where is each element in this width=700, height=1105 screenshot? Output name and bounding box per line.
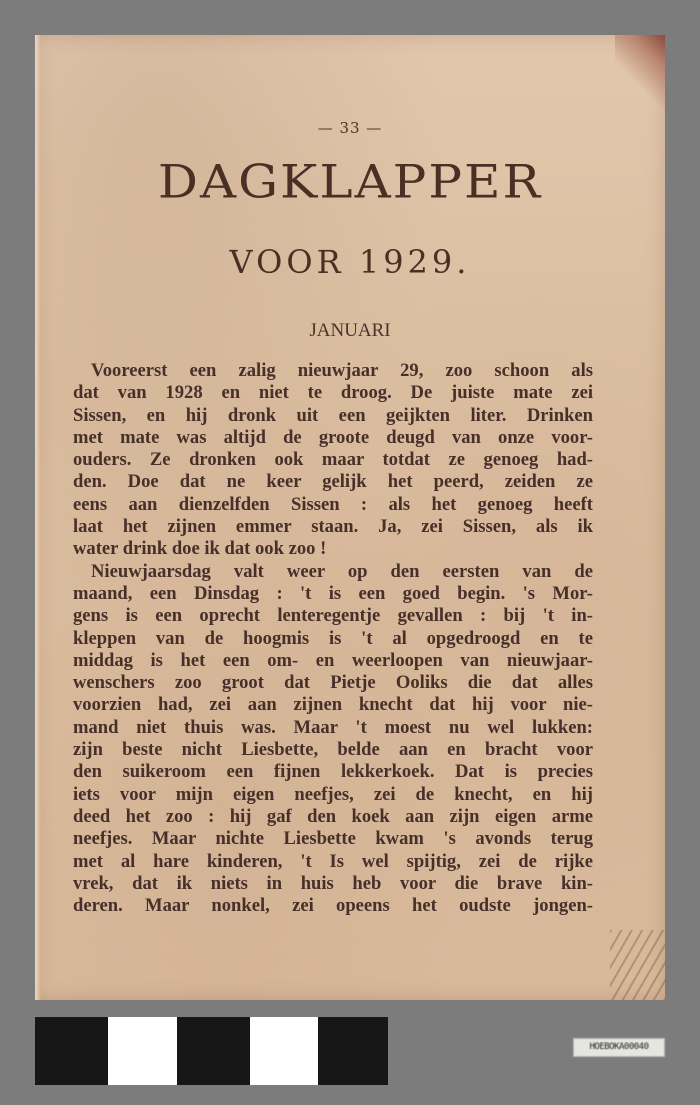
text-line: Sissen, en hij dronk uit een geijkten liter. Drinken	[73, 404, 593, 426]
text-line: maand, een Dinsdag : 't is een goed begin. 's Mor-	[73, 582, 593, 604]
text-line: den suikeroom een fijnen lekkerkoek. Dat is precies	[73, 761, 593, 783]
text-line: deed het zoo : hij gaf den koek aan zijn eigen arme	[73, 805, 593, 827]
body-text	[73, 360, 593, 917]
text-line: mand niet thuis was. Maar 't moest nu wel lukken:	[73, 716, 593, 738]
text-line: wenschers zoo groot dat Pietje Ooliks die dat alles	[73, 672, 593, 694]
text-line: eens aan dienzelfden Sissen : als het genoeg heeft	[73, 493, 593, 515]
scale-segment	[108, 1017, 177, 1085]
text-line: water drink doe ik dat ook zoo !	[73, 538, 327, 560]
scanned-page	[35, 35, 665, 1000]
text-line: met mate was altijd de groote deugd van onze voor-	[73, 426, 593, 448]
scale-segment	[35, 1017, 108, 1085]
catalog-label: HOEBOKA00040	[573, 1038, 665, 1057]
worn-corner-top-right	[615, 35, 665, 115]
text-line: Vooreerst een zalig nieuwjaar 29, zoo schoon als	[91, 360, 593, 381]
page-number: — 33 —	[317, 119, 383, 137]
text-line: kleppen van de hoogmis is 't al opgedroogd en te	[73, 627, 593, 649]
page-subtitle: VOOR 1929.	[229, 243, 471, 281]
scale-segment	[318, 1017, 388, 1085]
text-line: laat het zijnen emmer staan. Ja, zei Sissen, als ik	[73, 516, 593, 538]
text-line: middag is het een om- en weerloopen van nieuwjaar-	[73, 649, 593, 671]
text-line: gens is een oprecht lenteregentje gevallen : bij 't in-	[73, 605, 593, 627]
text-line: met al hare kinderen, 't Is wel spijtig, zei de rijke	[73, 850, 593, 872]
text-line: den. Doe dat ne keer gelijk het peerd, zeiden ze	[73, 471, 593, 493]
text-line: zijn beste nicht Liesbette, belde aan en bracht voor	[73, 739, 593, 761]
text-line: deren. Maar nonkel, zei opeens het oudste jongen-	[73, 895, 593, 917]
scale-segment	[177, 1017, 250, 1085]
text-line: iets voor mijn eigen neefjes, zei de knecht, en hij	[73, 783, 593, 805]
text-line: neefjes. Maar nichte Liesbette kwam 's avonds terug	[73, 828, 593, 850]
worn-corner-bottom-right	[610, 930, 665, 1000]
scale-segment	[250, 1017, 318, 1085]
color-scale-bar	[35, 1017, 388, 1085]
text-line: vrek, dat ik niets in huis heb voor die brave kin-	[73, 872, 593, 894]
text-line: dat van 1928 en niet te droog. De juiste mate zei	[73, 382, 593, 404]
page-title: DAGKLAPPER	[157, 155, 543, 209]
text-line: voorzien had, zei aan zijnen knecht dat hij voor nie-	[73, 694, 593, 716]
text-line: Nieuwjaarsdag valt weer op den eersten van de	[91, 560, 593, 582]
text-line: ouders. Ze dronken ook maar totdat ze genoeg had-	[73, 449, 593, 471]
section-heading: JANUARI	[309, 320, 391, 341]
